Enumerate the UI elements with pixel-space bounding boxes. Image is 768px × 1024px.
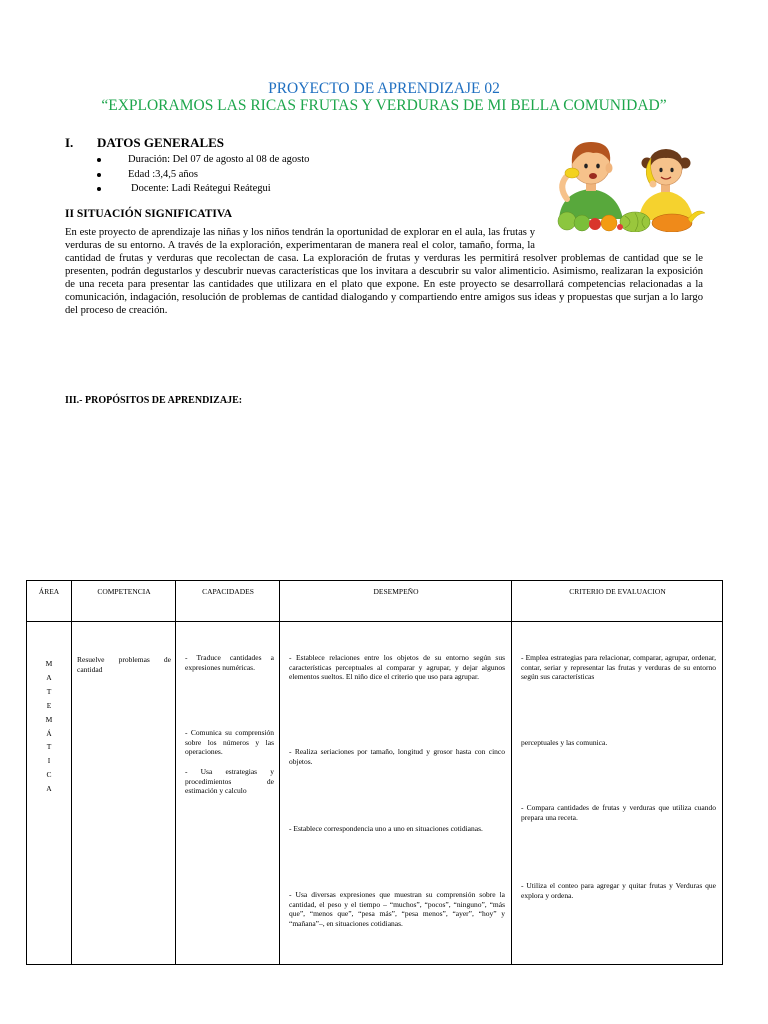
project-subtitle: “EXPLORAMOS LAS RICAS FRUTAS Y VERDURAS DE MI BELLA COMUNIDAD” [101,97,667,114]
column-desempeno [279,581,512,964]
header-area: ÁREA [27,581,71,622]
area-vertical-label [27,657,71,796]
area-letter: M [45,659,53,668]
lemon [565,168,579,178]
capacidad-item: - Traduce cantidades a expresiones numéricas. [185,653,274,672]
boy-figure [559,142,623,219]
teacher-text: Docente: Ladi Reátegui Reátegui [131,183,271,194]
girl-eye [659,168,662,172]
section-1-number: I. [65,135,74,150]
learning-purposes-table [26,580,723,965]
criterio-item: - Utiliza el conteo para agregar y quitar frutas y Verduras que explora y ordena. [521,881,716,900]
header-competencia: COMPETENCIA [72,581,176,622]
girl-hand [650,181,657,188]
illustration-svg [545,127,710,232]
competencia-text: Resuelve problemas de cantidad [77,655,171,674]
list-item [97,153,309,168]
area-letter: I [47,756,51,766]
area-letter: Á [46,728,52,738]
criterio-item: - Compara cantidades de frutas y verduras que utiliza cuando prepara una receta. [521,803,716,822]
image-wrap-spacer [535,226,703,252]
capacidad-item: - Comunica su comprensión sobre los números y las operaciones. [185,728,274,757]
column-competencia [71,581,176,964]
boy-eye [596,164,600,169]
desempeno-item: - Usa diversas expresiones que muestran su comprensión sobre la cantidad, el peso y el tiempo – “muchos”, “pocos”, “ninguno”, “más que”, “menos que”, “pesa más”, “pesa menos”, “ayer”, “hoy” y “mañana”–, en situaciones cotidianas. [289,890,505,928]
children-with-fruits-image [545,127,710,232]
girl-figure [639,149,693,220]
section-1-heading: DATOS GENERALES [97,135,225,150]
desempeno-item: - Establece relaciones entre los objetos de su entorno según sus características perceptuales al comparar y agrupar, y dejar algunos elementos sueltos. El niño dice el criterio que uso para agrupar. [289,653,505,682]
list-item [97,168,309,183]
general-data-list [97,153,309,197]
area-letter: E [46,700,52,710]
header-capacidades: CAPACIDADES [176,581,280,622]
desempeno-item: - Realiza seriaciones por tamaño, longitud y grosor hasta con cinco objetos. [289,747,505,766]
criterio-item: perceptuales y las comunica. [521,738,608,747]
bullet-icon [97,158,101,162]
list-item [97,182,309,197]
section-3-heading: III.- PROPÓSITOS DE APRENDIZAJE: [65,395,243,406]
column-criterio [511,581,723,964]
bullet-icon [97,187,101,191]
capacidad-item: - Usa estrategias y procedimientos de estimación y calculo [185,767,274,796]
header-criterio: CRITERIO DE EVALUACION [512,581,723,622]
cell-competencia [72,622,176,964]
area-letter: A [46,784,52,794]
area-letter: M [45,714,53,724]
age-text: Edad :3,4,5 años [128,168,198,180]
paragraph-text: En este proyecto de aprendizaje las niñas y los niños tendrán la oportunidad de explorar en el aula, las frutas y verduras de su entorno. A través de la exploración, experimentaran de manera real el color, tamaño, forma, la cantidad de frutas y verduras que recolectan de casa. La exploración de frutas y verduras les permitirá resolver problemas de cantidad que se le presenten, podrán degustarlos y descubrir nuevas características que los invitara a descubrir su valor alimenticio. Asimismo, realizaran la exposición de una receta para presentar las cantidades que utilizara en el plato que expone. En este proyecto se desarrollará competencias relacionadas a la comunicación, indagación, resolución de problemas de cantidad dialogando y compartiendo entre amigos sus ideas y propuestas que surjan a lo largo del proceso de creación. [65,227,703,316]
cell-capacidades [176,622,280,964]
desempeno-item: - Establece correspondencia uno a uno en situaciones cotidianas. [289,824,483,833]
column-area [27,581,71,964]
bullet-icon [97,173,101,177]
boy-eye [584,164,588,169]
cell-desempeno [280,622,512,964]
project-title: PROYECTO DE APRENDIZAJE 02 [268,80,500,97]
duration-text: Duración: Del 07 de agosto al 08 de agosto [128,154,310,165]
area-letter: A [46,672,52,682]
area-letter: T [46,686,52,696]
cell-area [27,622,71,964]
significant-situation-paragraph [65,226,703,317]
girl-eye [670,168,673,172]
area-letter: C [46,770,52,780]
area-letter: T [46,742,52,752]
boy-mouth [589,173,597,179]
boy-ear [606,163,613,173]
boy-arm [562,177,567,199]
column-capacidades [175,581,280,964]
criterio-item: - Emplea estrategias para relacionar, comparar, agrupar, ordenar, contar, seriar y representar las frutas y verduras de su entorno según sus características [521,653,716,682]
section-2-heading: II SITUACIÓN SIGNIFICATIVA [65,208,233,220]
header-desempeno: DESEMPEÑO [280,581,512,622]
cell-criterio [512,622,723,964]
